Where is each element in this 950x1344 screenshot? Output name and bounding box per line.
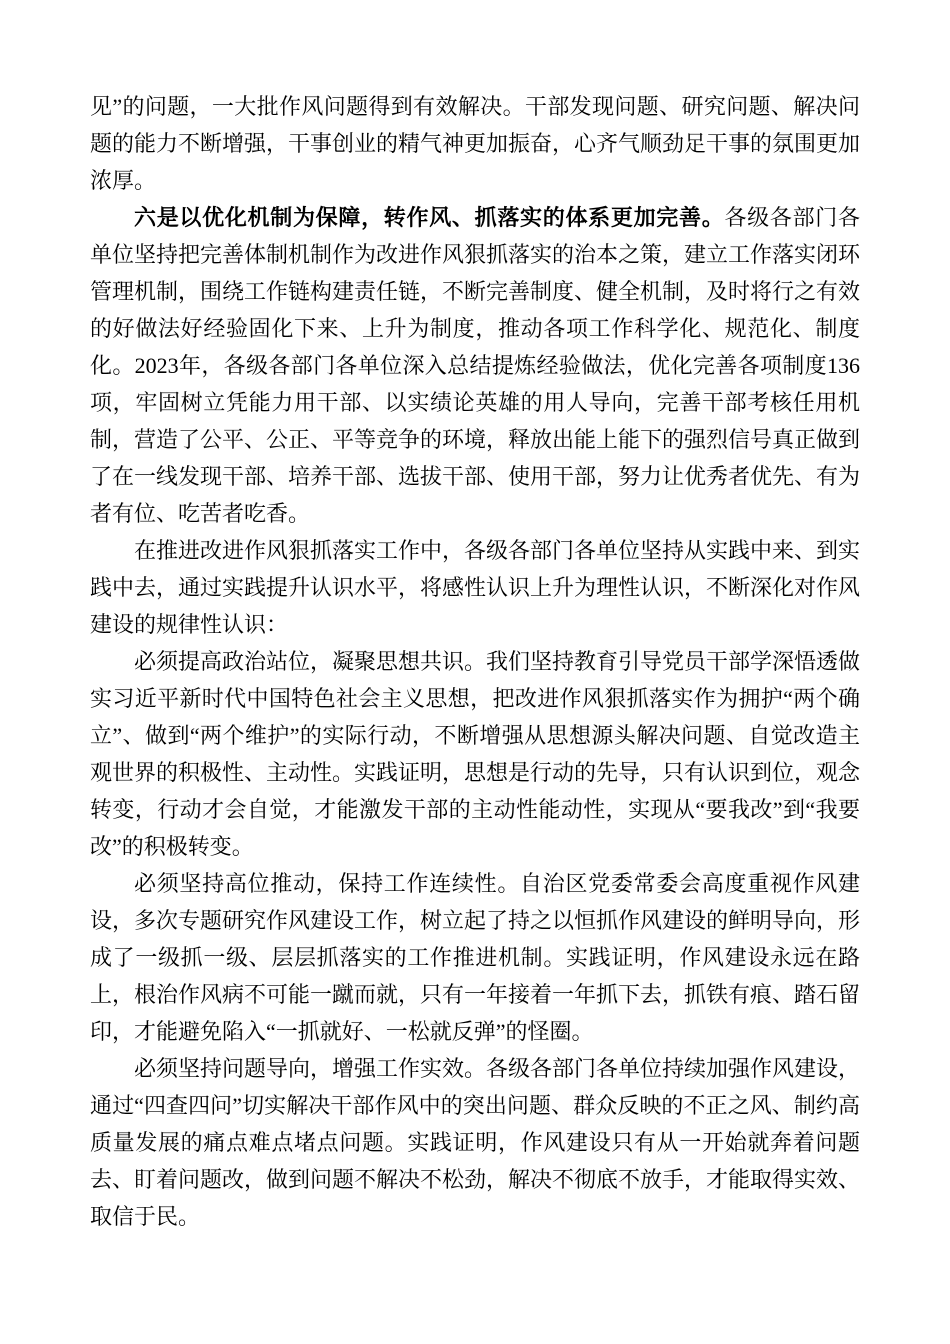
paragraph-bold-lead: 六是以优化机制为保障，转作风、抓落实的体系更加完善。 [134, 205, 725, 230]
paragraph: 必须提高政治站位，凝聚思想共识。我们坚持教育引导党员干部学深悟透做实习近平新时代中国特色社会主义思想，把改进作风狠抓落实作为拥护“两个确立”、做到“两个维护”的实际行动，不断增强从思想源头解决问题、自觉改造主观世界的积极性、主动性。实践证明，思想是行动的先导，只有认识到位，观念转变，行动才会自觉，才能激发干部的主动性能动性，实现从“要我改”到“我要改”的积极转变。 [90, 649, 861, 859]
paragraph: 在推进改进作风狠抓落实工作中，各级各部门各单位坚持从实践中来、到实践中去，通过实践提升认识水平，将感性认识上升为理性认识，不断深化对作风建设的规律性认识： [90, 538, 861, 637]
paragraph: 见”的问题，一大批作风问题得到有效解决。干部发现问题、研究问题、解决问题的能力不断增强，干事创业的精气神更加振奋，心齐气顺劲足干事的氛围更加浓厚。 [90, 94, 861, 193]
paragraph: 必须坚持问题导向，增强工作实效。各级各部门各单位持续加强作风建设，通过“四查四问”切实解决干部作风中的突出问题、群众反映的不正之风、制约高质量发展的痛点难点堵点问题。实践证明，作风建设只有从一开始就奔着问题去、盯着问题改，做到问题不解决不松劲，解决不彻底不放手，才能取得实效、取信于民。 [90, 1056, 861, 1229]
paragraph: 六是以优化机制为保障，转作风、抓落实的体系更加完善。各级各部门各单位坚持把完善体制机制作为改进作风狠抓落实的治本之策，建立工作落实闭环管理机制，围绕工作链构建责任链，不断完善制度、健全机制，及时将行之有效的好做法好经验固化下来、上升为制度，推动各项工作科学化、规范化、制度化。2023年，各级各部门各单位深入总结提炼经验做法，优化完善各项制度136项，牢固树立凭能力用干部、以实绩论英雄的用人导向，完善干部考核任用机制，营造了公平、公正、平等竞争的环境，释放出能上能下的强烈信号真正做到了在一线发现干部、培养干部、选拔干部、使用干部，努力让优秀者优先、有为者有位、吃苦者吃香。 [90, 205, 861, 526]
document-body [90, 88, 860, 1235]
paragraph: 必须坚持高位推动，保持工作连续性。自治区党委常委会高度重视作风建设，多次专题研究作风建设工作，树立起了持之以恒抓作风建设的鲜明导向，形成了一级抓一级、层层抓落实的工作推进机制。实践证明，作风建设永远在路上，根治作风病不可能一蹴而就，只有一年接着一年抓下去，抓铁有痕、踏石留印，才能避免陷入“一抓就好、一松就反弹”的怪圈。 [90, 871, 861, 1044]
